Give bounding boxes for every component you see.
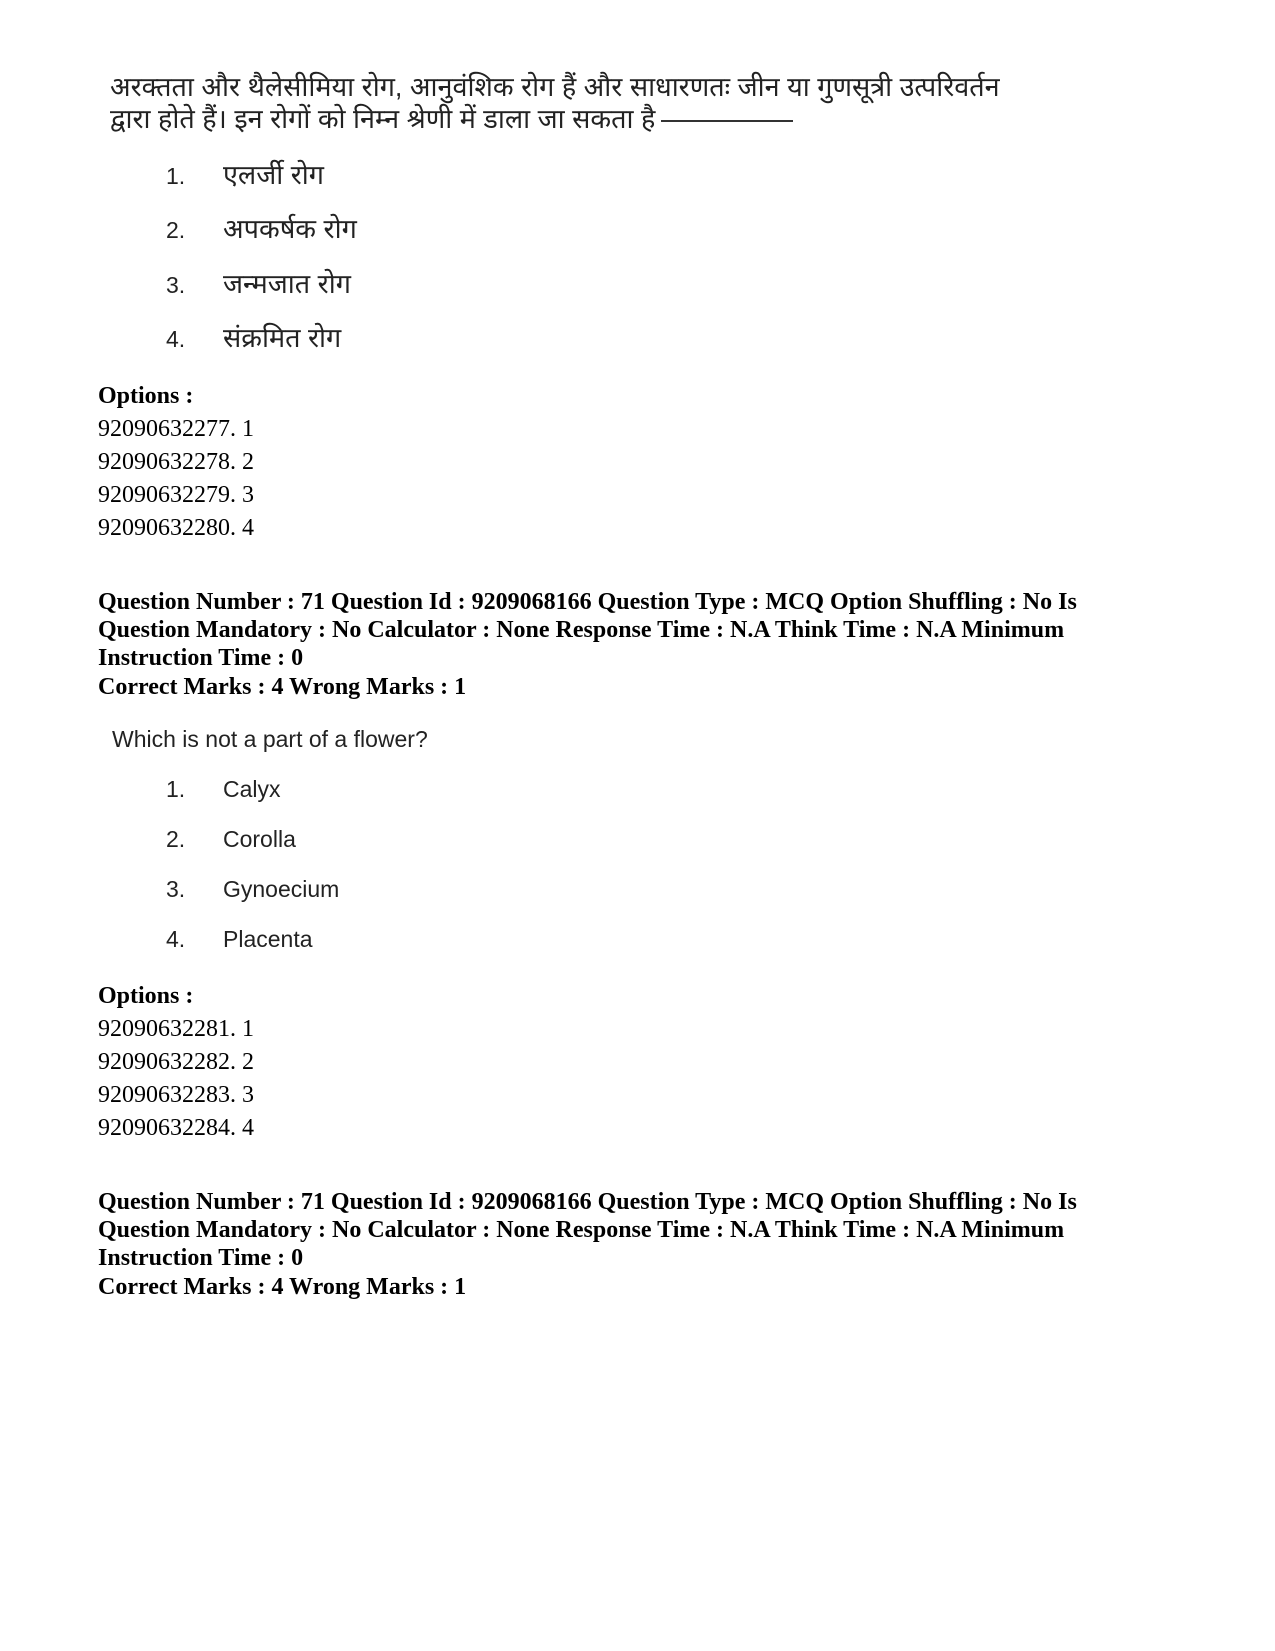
choice-text: अपकर्षक रोग <box>223 214 357 244</box>
choice-number: 2. <box>166 826 186 852</box>
hindi-stem-line-1: अरक्तता और थैलेसीमिया रोग, आनुवंशिक रोग हैं और साधारणतः जीन या गुणसूत्री उत्परिवर्तन <box>110 72 1000 102</box>
hindi-stem-line-2: द्वारा होते हैं। इन रोगों को निम्न श्रेणी में डाला जा सकता है <box>110 104 656 134</box>
option-line: 92090632284. 4 <box>98 1115 254 1141</box>
choice-row <box>166 318 341 355</box>
choice-row <box>166 876 339 903</box>
choice-text: एलर्जी रोग <box>223 160 325 190</box>
option-line: 92090632278. 2 <box>98 449 254 475</box>
marks-line: Correct Marks : 4 Wrong Marks : 1 <box>98 674 467 700</box>
english-stem: Which is not a part of a flower? <box>112 726 428 752</box>
choice-row <box>166 826 296 853</box>
option-line: 92090632279. 3 <box>98 482 254 508</box>
choice-text: जन्मजात रोग <box>223 269 351 299</box>
meta-line-2: Question Mandatory : No Calculator : None Response Time : N.A Think Time : N.A Minimum <box>98 1217 1065 1243</box>
choice-text: संक्रमित रोग <box>223 323 342 353</box>
choice-number: 3. <box>166 876 186 902</box>
options-label: Options : <box>98 383 194 409</box>
choice-number: 3. <box>166 272 186 298</box>
option-line: 92090632281. 1 <box>98 1016 254 1042</box>
choice-number: 1. <box>166 163 186 189</box>
choice-row <box>166 926 313 953</box>
choice-number: 4. <box>166 926 186 952</box>
options-label: Options : <box>98 983 194 1009</box>
meta-line-3: Instruction Time : 0 <box>98 645 304 671</box>
hindi-stem-line-2-wrap <box>110 102 1010 136</box>
choice-text: Calyx <box>223 776 281 802</box>
option-line: 92090632277. 1 <box>98 416 254 442</box>
option-line: 92090632282. 2 <box>98 1049 254 1075</box>
option-line: 92090632280. 4 <box>98 515 254 541</box>
choice-row <box>166 155 324 192</box>
marks-line: Correct Marks : 4 Wrong Marks : 1 <box>98 1274 467 1300</box>
choice-text: Corolla <box>223 826 296 852</box>
question-meta <box>98 588 1198 672</box>
meta-line-1: Question Number : 71 Question Id : 9209068166 Question Type : MCQ Option Shuffling : No Is <box>98 1189 1077 1215</box>
choice-text: Placenta <box>223 926 313 952</box>
meta-line-3: Instruction Time : 0 <box>98 1245 304 1271</box>
option-line: 92090632283. 3 <box>98 1082 254 1108</box>
question-meta <box>98 1188 1198 1272</box>
choice-number: 2. <box>166 217 186 243</box>
answer-blank-line <box>661 120 793 122</box>
meta-line-2: Question Mandatory : No Calculator : None Response Time : N.A Think Time : N.A Minimum <box>98 617 1065 643</box>
choice-text: Gynoecium <box>223 876 340 902</box>
choice-number: 4. <box>166 326 186 352</box>
choice-row <box>166 209 357 246</box>
choice-row <box>166 776 281 803</box>
meta-line-1: Question Number : 71 Question Id : 9209068166 Question Type : MCQ Option Shuffling : No Is <box>98 589 1077 615</box>
choice-number: 1. <box>166 776 186 802</box>
choice-row <box>166 264 351 301</box>
